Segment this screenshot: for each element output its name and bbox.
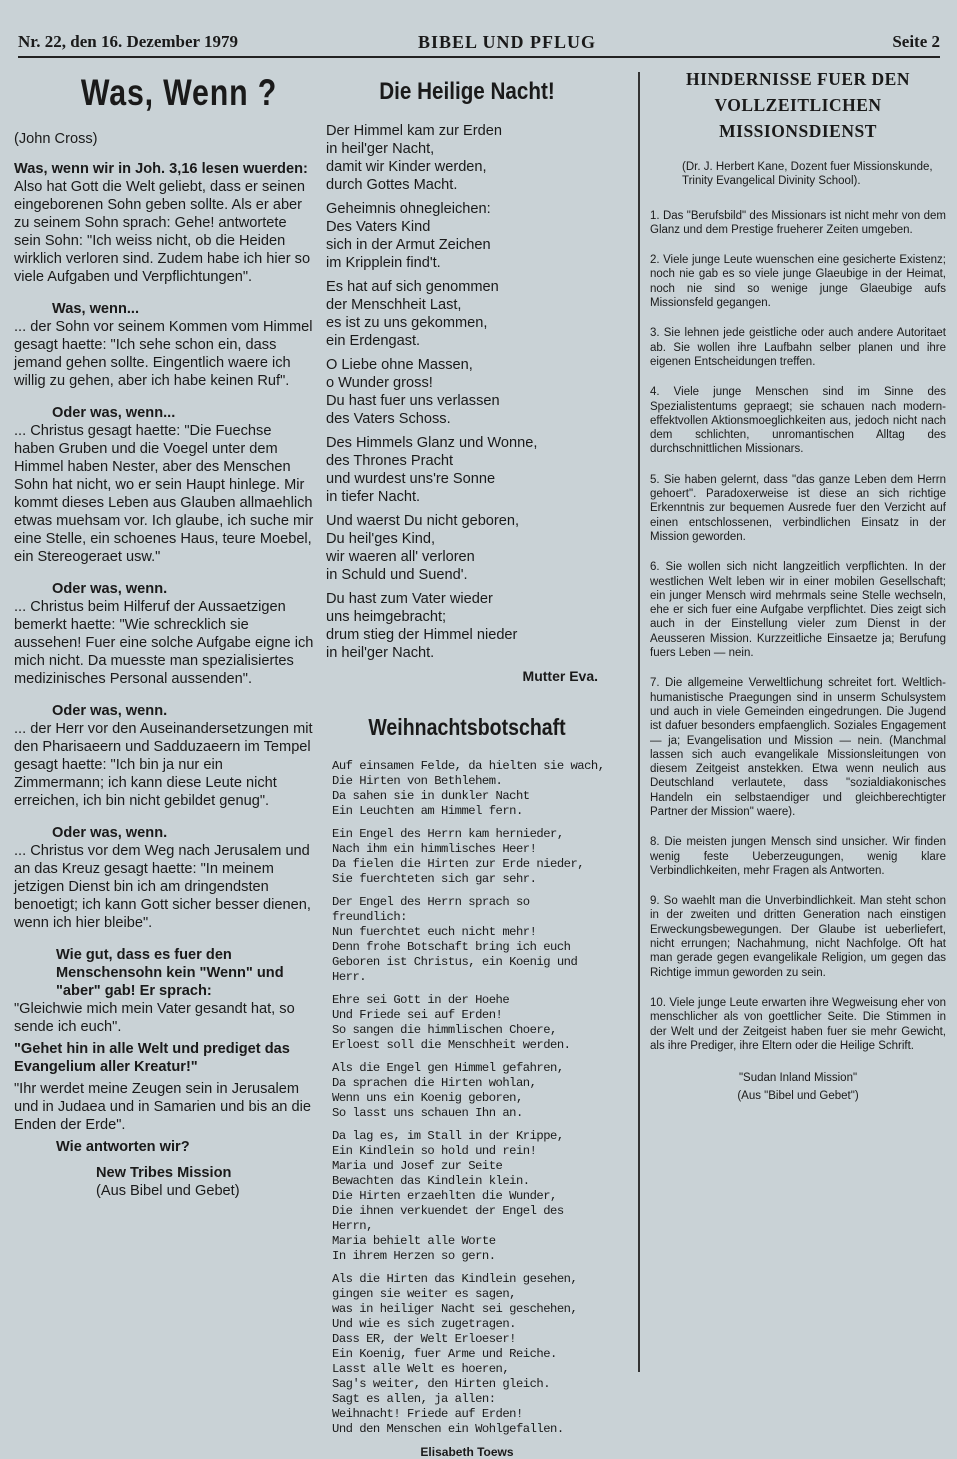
source-note: (Aus "Bibel und Gebet")	[737, 1090, 859, 1103]
numbered-point: 6. Sie wollen sich nicht langzeitlich verpflichten. In der westlichen Welt leben wir in einer mobilen Gesellschaft; ein junger Mensch wird mehrmals seine Stelle wechseln, ehe er sich fuer eine Aufgabe verpflichtet. Dies zeigt sich auch in der Einstellung vieler zum Dienst in der Aeusseren Mission. Kurzzeitliche Einsaetze ja; Berufung fuers Leben — nein.	[650, 561, 946, 660]
poem-stanza: Und waerst Du nicht geboren, Du heil'ges Kind, wir waeren all' verloren in Schuld und Suend'.	[326, 513, 520, 583]
numbered-point: 9. So waehlt man die Unverbindlichkeit. Man steht schon in der zweiten und dritten Generation nach einstigen Erweckungsbewegungen. Der Glaube ist ueberliefert, nicht errungen; Nachahmung, nicht Nachfolge. Oft hat man gerade gegen evangelikale Religion, um gegen das Richtige immun geworden zu sein.	[650, 895, 946, 979]
article-was-wenn	[14, 72, 314, 1200]
paragraph	[14, 946, 314, 1036]
page-number: Seite 2	[892, 32, 940, 51]
poem-stanza: O Liebe ohne Massen, o Wunder gross! Du hast fuer uns verlassen des Vaters Schoss.	[326, 357, 500, 427]
article-author: (John Cross)	[14, 131, 98, 147]
numbered-point: 4. Viele junge Menschen sind im Sinne des Spezialistentums gepraegt; sie schauen nach modern-effektvollen Aktionsmoeglichkeiten aus, jedoch nicht nach dem schlichten, unromantischen Alltag des durchschnittlichen Missionars.	[650, 386, 946, 456]
poem-stanza: Geheimnis ohnegleichen: Des Vaters Kind sich in der Armut Zeichen im Kripplein find't.	[326, 201, 491, 271]
poem-stanza: Ein Engel des Herrn kam hernieder, Nach ihm ein himmlisches Heer! Da fielen die Hirten zur Erde nieder, Sie fuerchteten sich gar sehr.	[332, 827, 585, 886]
paragraph-text: ... Christus vor dem Weg nach Jerusalem und an das Kreuz gesagt haette: "In meinem jetzigen Dienst bin ich am dringendsten benoetigt; ich kann Gott sicher besser dienen, wenn ich hier bleibe".	[14, 843, 311, 931]
paragraph-text: ... der Sohn vor seinem Kommen vom Himmel gesagt haette: "Ich sehe schon ein, dass jemand gehen sollte. Eingentlich waere ich willig zu gehen, aber ich habe keinen Ruf".	[14, 319, 313, 389]
poem-author: Elisabeth Toews	[420, 1445, 514, 1459]
title-line: VOLLZEITLICHEN	[714, 95, 882, 115]
poem-stanza: Der Himmel kam zur Erden in heil'ger Nacht, damit wir Kinder werden, durch Gottes Macht.	[326, 123, 502, 193]
paragraph	[14, 702, 314, 810]
numbered-point: 7. Die allgemeine Verweltlichung schreitet fort. Weltlich-humanistische Praegungen sind in unserm Schulsystem und auch in viele Gemeinden eingedrungen. Die Jugend ist dafuer besonders empfaenglich. Soziales Engagement — ja; Evangelisation und Mission — nein. (Manchmal lassen sich auch evangelikale Missionsleitungen von diesem Zeitgeist anstekken. Etwa wenn neulich aus Deutschland verlautete, dass "sozialdiakonisches Handeln ein selbstaendiger und gleichberechtigter Partner der Mission" waere).	[650, 677, 946, 818]
numbered-point: 1. Das "Berufsbild" des Missionars ist nicht mehr von dem Glanz und dem Prestige frueherer Zeiten umgeben.	[650, 209, 946, 236]
paragraph-lead: Wie gut, dass es fuer den Menschensohn kein "Wenn" und "aber" gab! Er sprach:	[56, 947, 284, 999]
paragraph	[14, 404, 314, 566]
poem-stanza: Auf einsamen Felde, da hielten sie wach, Die Hirten von Bethlehem. Da sahen sie in dunkler Nacht Ein Leuchten am Himmel fern.	[332, 759, 605, 818]
poem-stanza: Als die Hirten das Kindlein gesehen, gingen sie weiter es sagen, was in heiliger Nacht sei geschehen, Und wie es sich zugetragen. Dass ER, der Welt Erloeser! Ein Koenig, fuer Arme und Reiche. Lasst alle Welt es hoeren, Sag's weiter, den Hirten gleich. Sagt es allen, ja allen: Weihnacht! Friede auf Erden! Und den Menschen ein Wohlgefallen.	[332, 1272, 578, 1436]
title-line: HINDERNISSE FUER DEN	[686, 69, 910, 89]
paragraph-lead: Oder was, wenn.	[52, 825, 168, 841]
paragraph-text: Also hat Gott die Welt geliebt, dass er seinen eingeborenen Sohn geben sollte. Als er aber zu seinem Sohn sprach: Gehe! antwortete sein Sohn: "Ich weiss nicht, ob die Heiden wirklich verloren sind. Zudem habe ich hier so viele Aufgaben und Verpflichtungen".	[14, 179, 311, 285]
paragraph-lead: Oder was, wenn.	[52, 703, 168, 719]
paragraph	[14, 1080, 314, 1134]
poem-title: Weihnachtsbotschaft	[368, 714, 566, 740]
numbered-point: 8. Die meisten jungen Mensch sind unsicher. Wir finden wenig feste Ueberzeugungen, wenig klare Verbindlichkeiten, mehr Fragen als Antworten.	[650, 836, 946, 877]
paragraph	[14, 580, 314, 688]
poem-author: Mutter Eva.	[522, 668, 598, 684]
source-name: New Tribes Mission	[96, 1165, 232, 1181]
poem-stanza: Es hat auf sich genommen der Menschheit Last, es ist zu uns gekommen, ein Erdengast.	[326, 279, 499, 349]
paragraph	[14, 300, 314, 390]
article-title	[650, 66, 946, 144]
quote-text: "Gleichwie mich mein Vater gesandt hat, so sende ich euch".	[14, 1001, 295, 1035]
poem-stanza: Da lag es, im Stall in der Krippe, Ein Kindlein so hold und rein! Maria und Josef zur Seite Bewachten das Kindlein klein. Die Hirten erzaehlten die Wunder, Die ihnen verkuendet der Engel des Herrn, Maria behielt alle Worte In ihrem Herzen so gern.	[332, 1129, 564, 1263]
paragraph-lead: Oder was, wenn...	[52, 405, 176, 421]
paragraph-text: ... der Herr vor den Auseinandersetzungen mit den Pharisaeern und Sadduzaeern im Tempel gesagt haette: "Ich bin ja nur ein Zimmermann; ich kann diese Leute nicht erreichen, ich bin nicht gebildet genug".	[14, 721, 313, 809]
poem-stanza: Du hast zum Vater wieder uns heimgebracht; drum stieg der Himmel nieder in heil'ger Nacht.	[326, 591, 518, 661]
poem-stanza: Der Engel des Herrn sprach so freundlich: Nun fuerchtet euch nicht mehr! Denn frohe Botschaft bring ich euch Geboren ist Christus, ein Koenig und Herr.	[332, 895, 578, 984]
poem-title: Die Heilige Nacht!	[379, 78, 555, 105]
quote-text: "Ihr werdet meine Zeugen sein in Jerusalem und in Judaea und in Samarien und bis an die Enden der Erde".	[14, 1081, 311, 1133]
article-title: Was, Wenn ?	[80, 72, 278, 113]
paragraph-lead: Oder was, wenn.	[52, 581, 168, 597]
poem-stanza: Des Himmels Glanz und Wonne, des Thrones Pracht und wurdest uns're Sonne in tiefer Nacht.	[326, 435, 538, 505]
poem-stanza: Als die Engel gen Himmel gefahren, Da sprachen die Hirten wohlan, Wenn uns ein Koenig geboren, So lasst uns schauen Ihn an.	[332, 1061, 564, 1120]
column-divider	[638, 72, 640, 1372]
paragraph	[14, 160, 314, 286]
numbered-point: 2. Viele junge Leute wuenschen eine gesicherte Existenz; noch nie gab es so viele junge Glaeubige in der Heimat, noch nie sind so wenige junge Glaeubige aufs Missionsfeld gegangen.	[650, 254, 946, 310]
poems-column	[326, 72, 608, 1459]
title-line: MISSIONSDIENST	[719, 121, 877, 141]
issue-date: Nr. 22, den 16. Dezember 1979	[18, 32, 239, 51]
quote-text: "Gehet hin in alle Welt und prediget das Evangelium aller Kreatur!"	[14, 1041, 290, 1075]
paragraph-lead: Was, wenn wir in Joh. 3,16 lesen wuerden:	[14, 161, 308, 177]
masthead: BIBEL UND PFLUG	[418, 32, 597, 52]
page-header	[18, 28, 940, 58]
paragraph	[14, 1040, 314, 1076]
article-byline: (Dr. J. Herbert Kane, Dozent fuer Missionskunde, Trinity Evangelical Divinity School).	[682, 161, 933, 188]
poem-stanza: Ehre sei Gott in der Hoehe Und Friede sei auf Erden! So sangen die himmlischen Choere, Erloest soll die Menschheit werden.	[332, 993, 571, 1052]
paragraph-text: ... Christus beim Hilferuf der Aussaetzigen bemerkt haette: "Wie schrecklich sie aussehen! Fuer eine solche Aufgabe eigne ich mich nicht. Da muesste man spezialisiertes medizinisches Personal aussenden".	[14, 599, 314, 687]
paragraph	[14, 824, 314, 932]
article-hindernisse	[650, 66, 946, 1105]
paragraph-lead: Was, wenn...	[52, 301, 140, 317]
source-name: "Sudan Inland Mission"	[738, 1072, 858, 1085]
closing-question: Wie antworten wir?	[56, 1139, 190, 1155]
source-note: (Aus Bibel und Gebet)	[96, 1183, 240, 1199]
numbered-point: 5. Sie haben gelernt, dass "das ganze Leben dem Herrn gehoert". Paradoxerweise ist diese an sich richtige Erkenntnis zur bequemen Ausrede fuer den Verzicht auf einen entschlossenen, verbindlichen Einsatz in der Mission geworden.	[650, 473, 946, 543]
numbered-point: 10. Viele junge Leute erwarten ihre Wegweisung eher von menschlicher als von goettlicher Seite. Die Stimmen in der Welt und der Zeitgeist haben fuer sie mehr Gewicht, als ihre Prediger, ihre Eltern oder die Heilige Schrift.	[650, 996, 946, 1052]
paragraph-text: ... Christus gesagt haette: "Die Fuechse haben Gruben und die Voegel unter dem Himmel haben Nester, aber des Menschen Sohn hat nicht, wo er sein Haupt hinlege. Mir kommt dieses Leben aus Glauben allmaehlich etwas muehsam vor. Ich glaube, ich suche mir eine Stelle, ein schoenes Haus, teure Moebel, ein Stereogeraet usw."	[14, 423, 314, 565]
numbered-point: 3. Sie lehnen jede geistliche oder auch andere Autoritaet ab. Sie wollen ihre Laufbahn selber planen und ihre eigenen Entscheidungen treffen.	[650, 327, 946, 368]
